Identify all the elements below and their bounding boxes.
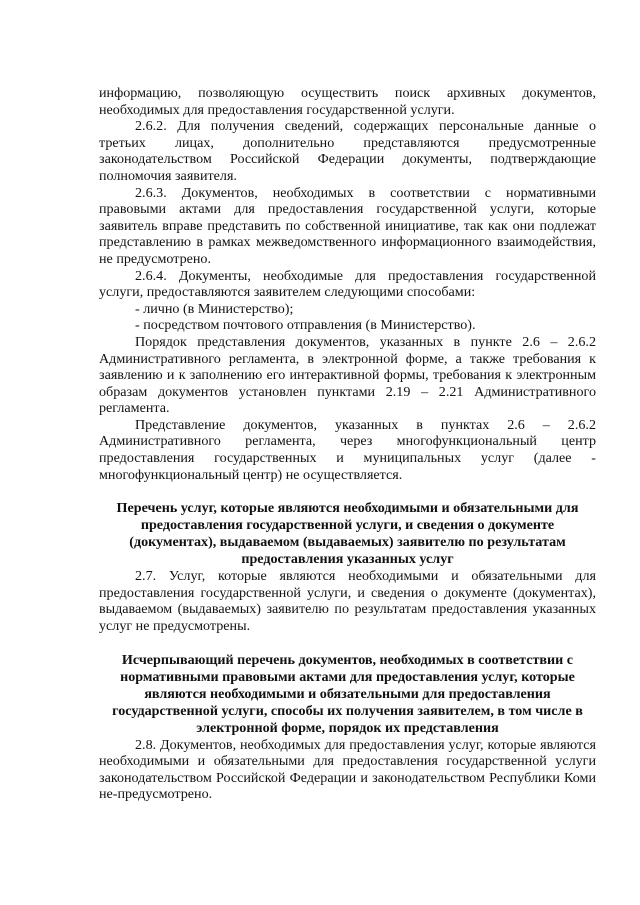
section-spacer — [99, 635, 596, 652]
paragraph-electronic-order: Порядок представления документов, указанных в пункте 2.6 – 2.6.2 Административного регламента, в электронной форме, а также требования к заявлению и к заполнению его интерактивной формы, требования к электронным образам документов установлен пунктами 2.19 – 2.21 Административного регламента. — [99, 333, 596, 417]
paragraph-archive-info: информацию, позволяющую осуществить поиск архивных документов, необходимых для предоставления государственной услуги. — [99, 85, 596, 118]
paragraph-2-7: 2.7. Услуг, которые являются необходимыми и обязательными для предоставления государственной услуги, и сведения о документе (документах), выдаваемом (выдаваемых) заявителю по результатам предоставления указанных услуг не предусмотрены. — [99, 568, 596, 635]
paragraph-2-6-3: 2.6.3. Документов, необходимых в соответствии с нормативными правовыми актами для предоставления государственной услуги, которые заявитель вправе представить по собственной инициативе, так как они подлежат представлению в рамках межведомственного информационного взаимодействия, не предусмотрено. — [99, 184, 596, 267]
section-heading-2-8: Исчерпывающий перечень документов, необходимых в соответствии с нормативными правовыми актами для предоставления услуг, которые являются необходимыми и обязательными для предоставления государственной услуги, способы их получения заявителем, в том числе в электронной форме, порядок их представления — [112, 651, 583, 736]
paragraph-2-8: 2.8. Документов, необходимых для предоставления услуг, которые являются необходимыми и обязательными для предоставления государственной услуги законодательством Российской Федерации и законодательством Республики Коми не-предусмотрено. — [99, 736, 596, 803]
section-spacer — [99, 483, 596, 500]
paragraph-mfc: Представление документов, указанных в пунктах 2.6 – 2.6.2 Административного регламента, через многофункциональный центр предоставления государственных и муниципальных услуг (далее - многофункциональный центр) не осуществляется. — [99, 416, 596, 483]
section-heading-2-7: Перечень услуг, которые являются необходимыми и обязательными для предоставления государственной услуги, и сведения о документе (документах), выдаваемом (выдаваемых) заявителю по результатам предоставления указанных услуг — [116, 500, 579, 568]
paragraph-2-6-4: 2.6.4. Документы, необходимые для предоставления государственной услуги, предоставляются заявителем следующими способами: — [99, 267, 596, 301]
list-item-in-person: - лично (в Министерство); — [135, 300, 294, 317]
list-item-by-post: - посредством почтового отправления (в Министерство). — [135, 317, 476, 334]
paragraph-2-6-2: 2.6.2. Для получения сведений, содержащих персональные данные о третьих лицах, дополнительно представляются предусмотренные законодательством Российской Федерации документы, подтверждающие полномочия заявителя. — [99, 118, 596, 184]
document-page — [99, 85, 596, 803]
